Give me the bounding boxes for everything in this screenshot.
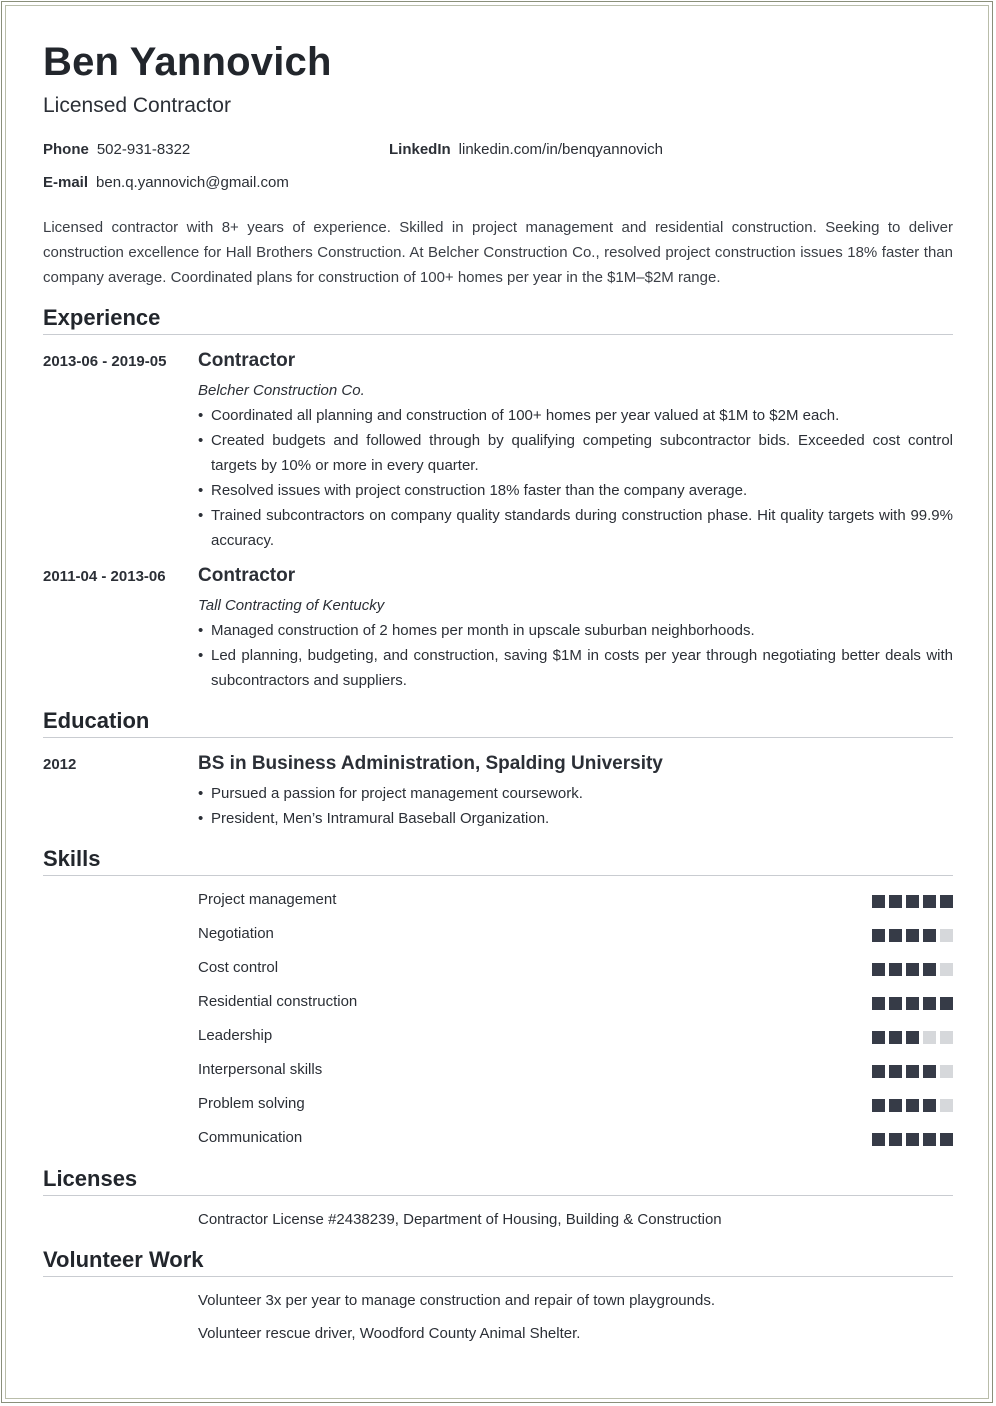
linkedin-label: LinkedIn [389, 141, 451, 158]
rating-dot-empty [940, 963, 953, 976]
rating-dot-filled [872, 1099, 885, 1112]
rating-dot-filled [906, 963, 919, 976]
rating-dot-filled [923, 929, 936, 942]
rating-dot-filled [906, 1065, 919, 1078]
skill-row [198, 1095, 953, 1115]
list-item: • Led planning, budgeting, and construction, saving $1M in costs per year through negotiating better deals with subcontractors and suppliers. [198, 643, 953, 693]
education-heading: Education [43, 708, 953, 738]
skill-rating [872, 1031, 953, 1044]
rating-dot-filled [872, 895, 885, 908]
skill-rating [872, 1099, 953, 1112]
rating-dot-filled [872, 1133, 885, 1146]
list-item: • Trained subcontractors on company quality standards during construction phase. Hit quality targets with 99.9% accuracy. [198, 503, 953, 553]
list-item: • Created budgets and followed through by qualifying competing subcontractor bids. Exceeded cost control targets by 10% or more in every quarter. [198, 428, 953, 478]
job-2-dates: 2011-04 - 2013-06 [43, 568, 166, 585]
rating-dot-filled [906, 929, 919, 942]
job-1-title: Contractor [198, 350, 296, 371]
contact-email [43, 174, 289, 191]
volunteer-item: Volunteer rescue driver, Woodford County Animal Shelter. [198, 1325, 581, 1342]
rating-dot-empty [940, 929, 953, 942]
rating-dot-empty [940, 1031, 953, 1044]
linkedin-value[interactable]: linkedin.com/in/benqyannovich [458, 141, 663, 158]
skill-name: Interpersonal skills [198, 1061, 323, 1078]
rating-dot-filled [923, 1065, 936, 1078]
experience-heading: Experience [43, 305, 953, 335]
candidate-name: Ben Yannovich [43, 40, 332, 84]
licenses-heading: Licenses [43, 1166, 953, 1196]
rating-dot-filled [889, 1099, 902, 1112]
skill-row [198, 1129, 953, 1149]
contact-phone [43, 141, 190, 158]
rating-dot-filled [889, 1065, 902, 1078]
rating-dot-filled [906, 1099, 919, 1112]
rating-dot-empty [940, 1099, 953, 1112]
skill-rating [872, 963, 953, 976]
rating-dot-filled [906, 997, 919, 1010]
skill-rating [872, 997, 953, 1010]
rating-dot-filled [923, 895, 936, 908]
email-label: E-mail [43, 174, 89, 191]
rating-dot-filled [872, 963, 885, 976]
skill-name: Cost control [198, 959, 279, 976]
skill-row [198, 993, 953, 1013]
skill-name: Project management [198, 891, 337, 908]
list-item: • Coordinated all planning and construction of 100+ homes per year valued at $1M to $2M each. [198, 403, 953, 428]
rating-dot-filled [940, 997, 953, 1010]
license-item: Contractor License #2438239, Department of Housing, Building & Construction [198, 1211, 722, 1228]
rating-dot-filled [940, 1133, 953, 1146]
list-item: • President, Men’s Intramural Baseball Organization. [198, 806, 953, 831]
list-item: • Resolved issues with project construction 18% faster than the company average. [198, 478, 953, 503]
rating-dot-filled [872, 997, 885, 1010]
skill-name: Problem solving [198, 1095, 305, 1112]
rating-dot-filled [940, 895, 953, 908]
rating-dot-filled [889, 929, 902, 942]
volunteer-item: Volunteer 3x per year to manage construction and repair of town playgrounds. [198, 1292, 715, 1309]
rating-dot-filled [889, 1031, 902, 1044]
phone-value: 502-931-8322 [96, 141, 191, 158]
rating-dot-empty [940, 1065, 953, 1078]
rating-dot-filled [923, 1099, 936, 1112]
job-1-dates: 2013-06 - 2019-05 [43, 353, 167, 370]
job-2-company: Tall Contracting of Kentucky [198, 597, 385, 614]
rating-dot-filled [906, 895, 919, 908]
rating-dot-filled [889, 963, 902, 976]
contact-linkedin [389, 141, 663, 158]
skill-name: Communication [198, 1129, 303, 1146]
skill-rating [872, 1133, 953, 1146]
rating-dot-filled [889, 997, 902, 1010]
skills-heading: Skills [43, 846, 953, 876]
job-2-bullets [198, 618, 953, 693]
rating-dot-filled [872, 929, 885, 942]
list-item: • Managed construction of 2 homes per month in upscale suburban neighborhoods. [198, 618, 953, 643]
list-item: • Pursued a passion for project management coursework. [198, 781, 953, 806]
education-year: 2012 [43, 756, 77, 773]
skill-name: Negotiation [198, 925, 274, 942]
rating-dot-filled [923, 1133, 936, 1146]
rating-dot-filled [906, 1133, 919, 1146]
skill-row [198, 959, 953, 979]
summary-paragraph: Licensed contractor with 8+ years of experience. Skilled in project management and residential construction. Seeking to deliver construction excellence for Hall Brothers Construction. At Belcher Construction Co., resolved project construction issues 18% faster than company average. Coordinated plans for construction of 100+ homes per year in the $1M–$2M range. [43, 219, 953, 286]
skill-rating [872, 895, 953, 908]
skill-row [198, 1061, 953, 1081]
rating-dot-filled [889, 1133, 902, 1146]
education-degree: BS in Business Administration, Spalding University [198, 753, 663, 774]
education-bullets [198, 781, 953, 831]
skill-rating [872, 1065, 953, 1078]
skill-row [198, 925, 953, 945]
job-1-company: Belcher Construction Co. [198, 382, 365, 399]
volunteer-heading: Volunteer Work [43, 1247, 953, 1277]
rating-dot-filled [889, 895, 902, 908]
rating-dot-empty [923, 1031, 936, 1044]
email-value[interactable]: ben.q.yannovich@gmail.com [96, 174, 289, 191]
job-2-title: Contractor [198, 565, 296, 586]
skill-row [198, 1027, 953, 1047]
phone-label: Phone [43, 141, 89, 158]
rating-dot-filled [872, 1065, 885, 1078]
skill-name: Residential construction [198, 993, 358, 1010]
candidate-title: Licensed Contractor [43, 94, 231, 117]
rating-dot-filled [906, 1031, 919, 1044]
skill-row [198, 891, 953, 911]
rating-dot-filled [872, 1031, 885, 1044]
job-1-bullets [198, 403, 953, 553]
skill-rating [872, 929, 953, 942]
rating-dot-filled [923, 963, 936, 976]
rating-dot-filled [923, 997, 936, 1010]
skill-name: Leadership [198, 1027, 273, 1044]
